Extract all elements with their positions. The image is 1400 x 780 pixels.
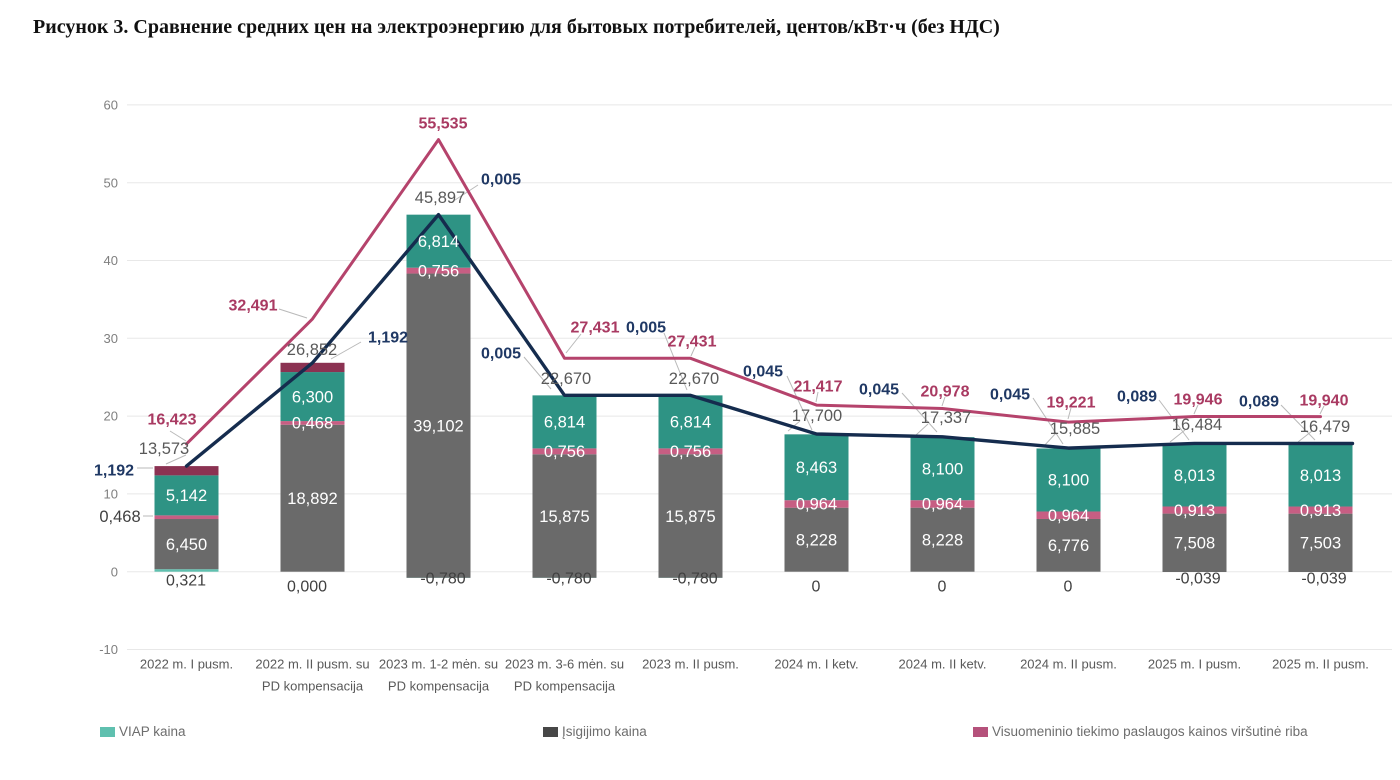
navy-value-label-cat7: 0,045 [858, 381, 900, 399]
segment-label-isigijimo-kaina-cat5: 15,875 [665, 507, 716, 526]
legend-swatch-isigijimo [543, 727, 558, 737]
x-axis-label-cat2-line2: PD kompensacija [261, 678, 364, 694]
segment-label-isigijimo-kaina-cat4: 15,875 [539, 507, 590, 526]
x-axis-label-cat4-line1: 2023 m. 3-6 mėn. su [504, 656, 625, 672]
bottom-segment-label-cat1: 0,321 [165, 572, 207, 590]
leader-line-9 [566, 334, 581, 353]
legend-swatch-virsutine-riba [973, 727, 988, 737]
navy-value-label-cat2: 1,192 [367, 329, 409, 347]
bar-segment-virsutine-riba-segment-cat1 [155, 515, 219, 519]
navy-value-label-cat8: 0,045 [989, 386, 1031, 404]
segment-label-isigijimo-kaina-cat3: 39,102 [413, 417, 464, 436]
segment-label-virsutine-riba-segment-cat8: 0,964 [1047, 507, 1090, 526]
segment-label-isigijimo-kaina-cat6: 8,228 [795, 531, 838, 550]
crimson-value-label-cat9: 19,946 [1173, 391, 1223, 409]
bar-total-label-cat2: 26,852 [286, 340, 338, 359]
segment-label-virsutine-riba-segment-cat2: 0,468 [291, 414, 334, 433]
segment-label-virsutine-riba-segment-cat7: 0,964 [921, 495, 964, 514]
segment-label-viap-kaina-cat10: 8,013 [1299, 467, 1342, 486]
bar-total-label-cat7: 17,337 [920, 408, 972, 427]
segment-label-isigijimo-kaina-cat9: 7,508 [1173, 534, 1216, 553]
navy-value-label-cat1: 1,192 [93, 462, 135, 480]
crimson-value-label-cat3: 55,535 [418, 115, 468, 133]
navy-value-label-cat6: 0,045 [742, 363, 784, 381]
bar-segment-viap-bottom-sliver-cat1 [155, 569, 219, 571]
segment-label-viap-kaina-cat9: 8,013 [1173, 467, 1216, 486]
segment-label-isigijimo-kaina-cat10: 7,503 [1299, 534, 1342, 553]
x-axis-label-cat6-line1: 2024 m. I ketv. [774, 656, 859, 672]
segment-label-viap-kaina-cat5: 6,814 [669, 413, 712, 432]
crimson-value-label-cat7: 20,978 [920, 383, 970, 401]
chart-legend [0, 722, 1400, 752]
segment-label-viap-kaina-cat6: 8,463 [795, 459, 838, 478]
bottom-segment-label-cat10: -0,039 [1301, 570, 1347, 588]
y-axis-tick-0: 0 [110, 564, 118, 580]
navy-value-label-cat4: 0,005 [480, 345, 522, 363]
x-axis-label-cat4-line2: PD kompensacija [513, 678, 616, 694]
bar-total-label-cat1: 13,573 [138, 439, 190, 458]
segment-label-viap-kaina-cat4: 6,814 [543, 413, 586, 432]
legend-item-viap-kaina [100, 724, 186, 739]
bottom-segment-label-cat9: -0,039 [1175, 570, 1221, 588]
x-axis-label-cat1-line1: 2022 m. I pusm. [139, 656, 234, 672]
segment-label-isigijimo-kaina-cat1: 6,450 [165, 535, 208, 554]
bottom-segment-label-cat6: 0 [811, 578, 821, 596]
y-axis-tick-20: 20 [103, 408, 118, 424]
navy-value-label-cat5: 0,005 [625, 319, 667, 337]
bar-total-label-cat3: 45,897 [414, 188, 466, 207]
segment-label-viap-kaina-cat2: 6,300 [291, 388, 334, 407]
y-axis-tick--10: -10 [99, 642, 118, 658]
bottom-segment-label-cat4: -0,780 [546, 570, 592, 588]
segment-label-viap-kaina-cat7: 8,100 [921, 460, 964, 479]
segment-label-virsutine-riba-segment-cat3: 0,756 [417, 262, 460, 281]
segment-label-viap-kaina-cat3: 6,814 [417, 232, 460, 251]
bar-total-label-cat4: 22,670 [540, 369, 592, 388]
navy-value-label-cat10: 0,089 [1238, 393, 1280, 411]
x-axis-label-cat8-line1: 2024 m. II pusm. [1020, 656, 1117, 672]
crimson-value-label-cat6: 21,417 [793, 378, 843, 396]
x-axis-label-cat9-line1: 2025 m. I pusm. [1147, 656, 1242, 672]
legend-swatch-viap [100, 727, 115, 737]
legend-label-isigijimo: Įsigijimo kaina [562, 724, 647, 739]
x-axis-label-cat3-line1: 2023 m. 1-2 mėn. su [378, 656, 499, 672]
y-axis-tick-40: 40 [103, 253, 118, 269]
navy-value-label-cat3: 0,005 [480, 171, 522, 189]
segment-label-virsutine-riba-segment-cat1-callout: 0,468 [99, 507, 141, 526]
x-axis-label-cat3-line2: PD kompensacija [387, 678, 490, 694]
segment-label-isigijimo-kaina-cat7: 8,228 [921, 531, 964, 550]
figure-title: Рисунок 3. Сравнение средних цен на электроэнергию для бытовых потребителей, центов/кВт·ч (без НДС) [33, 16, 1000, 38]
bottom-segment-label-cat5: -0,780 [672, 570, 718, 588]
crimson-value-label-cat10: 19,940 [1299, 392, 1349, 410]
bar-total-label-cat6: 17,700 [791, 406, 843, 425]
x-axis-label-cat2-line1: 2022 m. II pusm. su [255, 656, 370, 672]
segment-label-virsutine-riba-segment-cat4: 0,756 [543, 443, 586, 462]
crimson-value-label-cat4: 27,431 [570, 319, 620, 337]
crimson-value-label-cat8: 19,221 [1046, 394, 1096, 412]
y-axis-tick-50: 50 [103, 175, 118, 191]
bar-total-label-cat8: 15,885 [1049, 419, 1101, 438]
legend-item-isigijimo-kaina [543, 724, 647, 739]
segment-label-isigijimo-kaina-cat8: 6,776 [1047, 537, 1090, 556]
legend-item-virsutine-riba [973, 724, 1308, 739]
bar-total-label-cat5: 22,670 [668, 369, 720, 388]
navy-value-label-cat9: 0,089 [1116, 388, 1158, 406]
x-axis-label-cat7-line1: 2024 m. II ketv. [898, 656, 987, 672]
x-axis-label-cat5-line1: 2023 m. II pusm. [642, 656, 739, 672]
segment-label-virsutine-riba-segment-cat9: 0,913 [1173, 501, 1216, 520]
x-axis-label-cat10-line1: 2025 m. II pusm. [1272, 656, 1369, 672]
y-axis-tick-30: 30 [103, 330, 118, 346]
bottom-segment-label-cat7: 0 [937, 578, 947, 596]
segment-label-viap-kaina-cat1: 5,142 [165, 487, 208, 506]
y-axis-tick-60: 60 [103, 97, 118, 113]
segment-label-virsutine-riba-segment-cat6: 0,964 [795, 495, 838, 514]
crimson-value-label-cat1: 16,423 [147, 411, 197, 429]
bottom-segment-label-cat2: 0,000 [286, 578, 328, 596]
crimson-value-label-cat2: 32,491 [228, 297, 278, 315]
segment-label-virsutine-riba-segment-cat5: 0,756 [669, 443, 712, 462]
legend-label-virsutine-riba: Visuomeninio tiekimo paslaugos kainos viršutinė riba [992, 724, 1308, 739]
segment-label-isigijimo-kaina-cat2: 18,892 [287, 489, 338, 508]
bottom-segment-label-cat8: 0 [1063, 578, 1073, 596]
y-axis-tick-10: 10 [103, 486, 118, 502]
segment-label-viap-kaina-cat8: 8,100 [1047, 471, 1090, 490]
crimson-value-label-cat5: 27,431 [667, 333, 717, 351]
bar-total-label-cat10: 16,479 [1299, 417, 1351, 436]
bar-total-label-cat9: 16,484 [1171, 415, 1223, 434]
legend-label-viap: VIAP kaina [119, 724, 186, 739]
segment-label-virsutine-riba-segment-cat10: 0,913 [1299, 501, 1342, 520]
bottom-segment-label-cat3: -0,780 [420, 570, 466, 588]
leader-line-5 [279, 309, 307, 318]
